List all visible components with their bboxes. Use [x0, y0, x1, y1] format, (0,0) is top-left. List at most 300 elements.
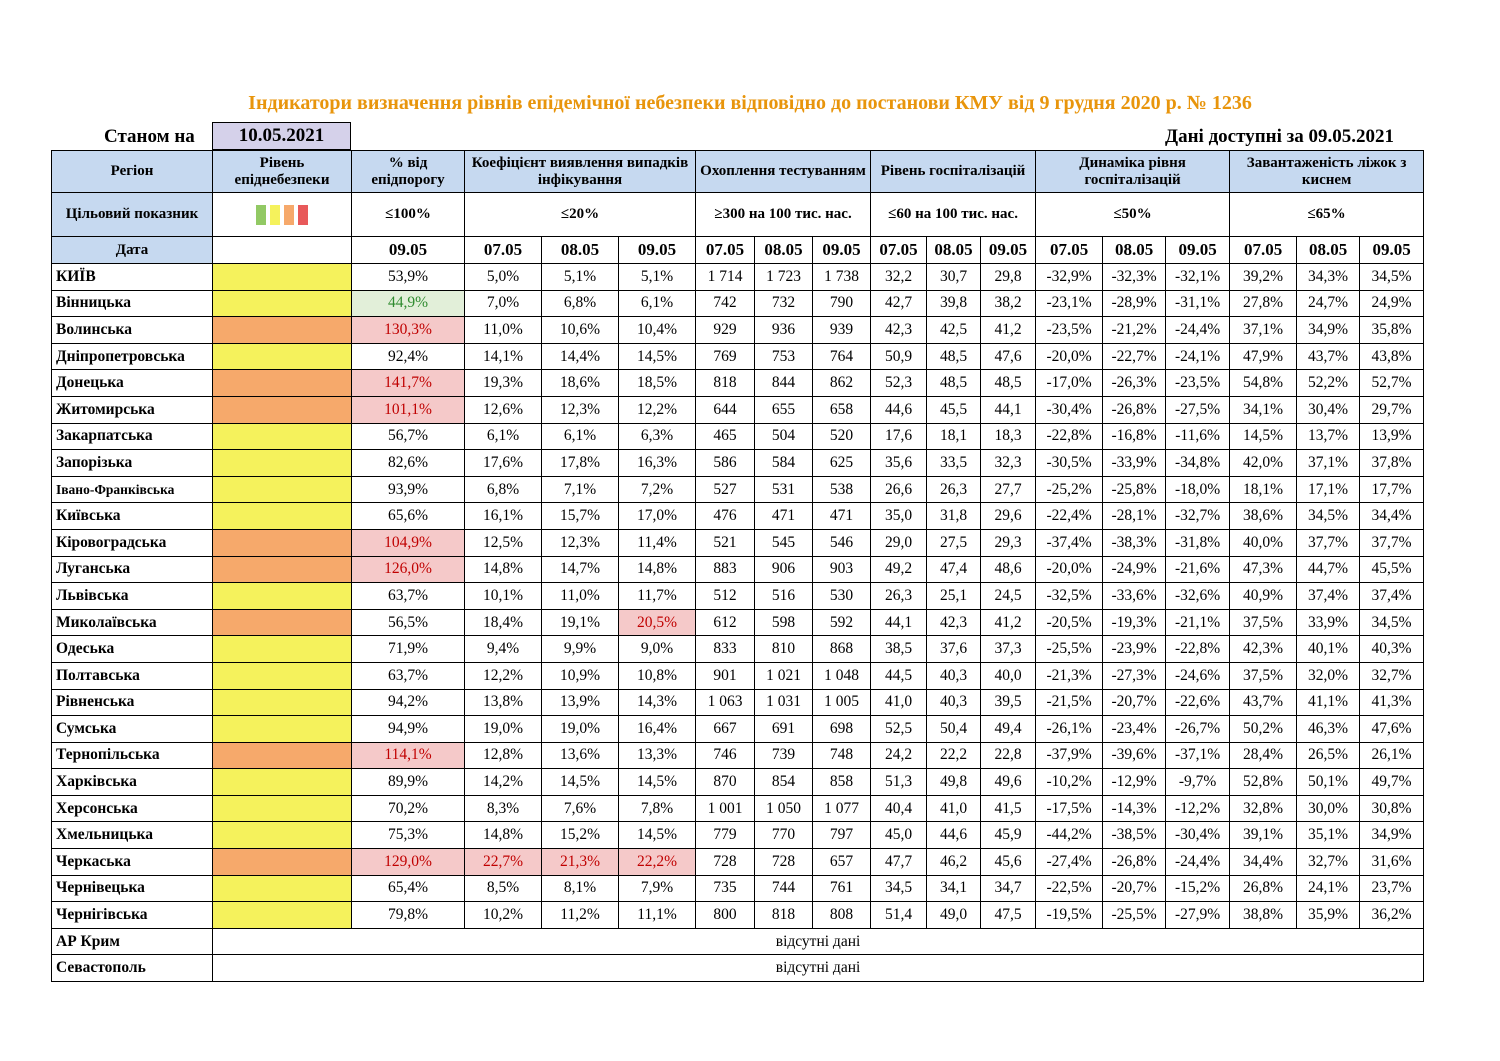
table-row [52, 556, 1424, 583]
beds-value: 32,7% [1360, 662, 1424, 689]
dynamics-value: -31,8% [1166, 529, 1230, 556]
hospital-value: 42,3 [927, 609, 981, 636]
hospital-value: 37,6 [927, 636, 981, 663]
beds-value: 28,4% [1230, 742, 1297, 769]
detection-value: 14,3% [619, 689, 696, 716]
epidemic-level-cell [213, 742, 352, 769]
hospital-value: 24,5 [981, 583, 1036, 610]
detection-value: 13,3% [619, 742, 696, 769]
date-detection-0: 07.05 [465, 237, 542, 264]
dynamics-value: -32,3% [1103, 264, 1166, 291]
beds-value: 39,1% [1230, 822, 1297, 849]
region-name: Київська [52, 503, 213, 530]
testing-value: 527 [696, 476, 755, 503]
detection-value: 12,5% [465, 529, 542, 556]
detection-value: 12,6% [465, 396, 542, 423]
target-label: Цільовий показник [52, 193, 213, 237]
testing-value: 531 [755, 476, 813, 503]
testing-value: 883 [696, 556, 755, 583]
epidemic-level-cell [213, 370, 352, 397]
header-threshold: % від епідпорогу [352, 151, 465, 193]
dynamics-value: -22,8% [1166, 636, 1230, 663]
dynamics-value: -44,2% [1036, 822, 1103, 849]
testing-value: 698 [813, 716, 871, 743]
threshold-value: 104,9% [352, 529, 465, 556]
hospital-value: 44,1 [871, 609, 927, 636]
dynamics-value: -38,3% [1103, 529, 1166, 556]
table-row [52, 636, 1424, 663]
dynamics-value: -20,0% [1036, 556, 1103, 583]
beds-value: 52,8% [1230, 769, 1297, 796]
detection-value: 12,3% [542, 396, 619, 423]
beds-value: 14,5% [1230, 423, 1297, 450]
detection-value: 7,1% [542, 476, 619, 503]
detection-value: 19,0% [542, 716, 619, 743]
hospital-value: 34,7 [981, 875, 1036, 902]
beds-value: 43,8% [1360, 343, 1424, 370]
beds-value: 34,3% [1297, 264, 1360, 291]
testing-value: 1 021 [755, 662, 813, 689]
detection-value: 9,9% [542, 636, 619, 663]
region-name: Івано-Франківська [52, 476, 213, 503]
hospital-value: 39,5 [981, 689, 1036, 716]
epidemic-level-cell [213, 317, 352, 344]
indicators-table [51, 150, 1424, 982]
beds-value: 34,5% [1360, 609, 1424, 636]
beds-value: 35,8% [1360, 317, 1424, 344]
hospital-value: 26,6 [871, 476, 927, 503]
target-beds: ≤65% [1230, 193, 1424, 237]
beds-value: 32,7% [1297, 849, 1360, 876]
threshold-value: 129,0% [352, 849, 465, 876]
testing-value: 598 [755, 609, 813, 636]
testing-value: 667 [696, 716, 755, 743]
beds-value: 45,5% [1360, 556, 1424, 583]
testing-value: 476 [696, 503, 755, 530]
table-row [52, 529, 1424, 556]
date-detection-1: 08.05 [542, 237, 619, 264]
detection-value: 14,4% [542, 343, 619, 370]
dynamics-value: -20,7% [1103, 875, 1166, 902]
threshold-value: 94,9% [352, 716, 465, 743]
detection-value: 14,7% [542, 556, 619, 583]
testing-value: 818 [755, 902, 813, 929]
hospital-value: 33,5 [927, 450, 981, 477]
beds-value: 50,1% [1297, 769, 1360, 796]
beds-value: 27,8% [1230, 290, 1297, 317]
dynamics-value: -25,5% [1103, 902, 1166, 929]
epidemic-level-cell [213, 795, 352, 822]
as-of-label: Станом на [104, 126, 195, 147]
hospital-value: 35,0 [871, 503, 927, 530]
epidemic-level-cell [213, 264, 352, 291]
detection-value: 19,3% [465, 370, 542, 397]
beds-value: 40,0% [1230, 529, 1297, 556]
hospital-value: 29,8 [981, 264, 1036, 291]
testing-value: 1 050 [755, 795, 813, 822]
hospital-value: 29,3 [981, 529, 1036, 556]
target-testing: ≥300 на 100 тис. нас. [696, 193, 871, 237]
date-beds-1: 08.05 [1297, 237, 1360, 264]
beds-value: 37,1% [1230, 317, 1297, 344]
detection-value: 12,2% [619, 396, 696, 423]
detection-value: 16,1% [465, 503, 542, 530]
detection-value: 13,6% [542, 742, 619, 769]
detection-value: 22,2% [619, 849, 696, 876]
table-row [52, 503, 1424, 530]
dynamics-value: -22,5% [1036, 875, 1103, 902]
detection-value: 12,2% [465, 662, 542, 689]
beds-value: 26,5% [1297, 742, 1360, 769]
hospital-value: 44,6 [927, 822, 981, 849]
detection-value: 9,4% [465, 636, 542, 663]
beds-value: 52,2% [1297, 370, 1360, 397]
dynamics-value: -22,7% [1103, 343, 1166, 370]
testing-value: 746 [696, 742, 755, 769]
dynamics-value: -15,2% [1166, 875, 1230, 902]
testing-value: 538 [813, 476, 871, 503]
region-name: Тернопільська [52, 742, 213, 769]
region-name: Луганська [52, 556, 213, 583]
detection-value: 20,5% [619, 609, 696, 636]
hospital-value: 47,5 [981, 902, 1036, 929]
detection-value: 6,1% [619, 290, 696, 317]
hospital-value: 24,2 [871, 742, 927, 769]
dynamics-value: -33,6% [1103, 583, 1166, 610]
testing-value: 764 [813, 343, 871, 370]
epidemic-level-cell [213, 849, 352, 876]
date-level-empty [213, 237, 352, 264]
detection-value: 15,2% [542, 822, 619, 849]
testing-value: 739 [755, 742, 813, 769]
testing-value: 657 [813, 849, 871, 876]
detection-value: 8,5% [465, 875, 542, 902]
table-row [52, 689, 1424, 716]
dynamics-value: -24,4% [1166, 849, 1230, 876]
detection-value: 17,0% [619, 503, 696, 530]
epidemic-level-cell [213, 503, 352, 530]
detection-value: 14,8% [465, 822, 542, 849]
dynamics-value: -19,5% [1036, 902, 1103, 929]
level-legend [213, 193, 352, 237]
hospital-value: 41,2 [981, 609, 1036, 636]
region-name: Рівненська [52, 689, 213, 716]
hospital-value: 22,2 [927, 742, 981, 769]
table-row [52, 742, 1424, 769]
detection-value: 8,3% [465, 795, 542, 822]
testing-value: 1 738 [813, 264, 871, 291]
detection-value: 10,8% [619, 662, 696, 689]
testing-value: 530 [813, 583, 871, 610]
page-title: Індикатори визначення рівнів епідемічної небезпеки відповідно до постанови КМУ від 9 грудня 2020 р. № 1236 [248, 92, 1252, 114]
table-row [52, 822, 1424, 849]
detection-value: 14,1% [465, 343, 542, 370]
threshold-value: 94,2% [352, 689, 465, 716]
dynamics-value: -26,3% [1103, 370, 1166, 397]
dynamics-value: -39,6% [1103, 742, 1166, 769]
legend-swatch [284, 205, 294, 225]
target-detection: ≤20% [465, 193, 696, 237]
hospital-value: 52,5 [871, 716, 927, 743]
region-name: Донецька [52, 370, 213, 397]
threshold-value: 93,9% [352, 476, 465, 503]
detection-value: 16,4% [619, 716, 696, 743]
region-name: Чернівецька [52, 875, 213, 902]
detection-value: 7,0% [465, 290, 542, 317]
beds-value: 24,9% [1360, 290, 1424, 317]
threshold-value: 56,7% [352, 423, 465, 450]
hospital-value: 49,2 [871, 556, 927, 583]
date-threshold: 09.05 [352, 237, 465, 264]
detection-value: 18,4% [465, 609, 542, 636]
dynamics-value: -22,6% [1166, 689, 1230, 716]
table-row [52, 583, 1424, 610]
detection-value: 17,6% [465, 450, 542, 477]
beds-value: 34,1% [1230, 396, 1297, 423]
date-hospital-0: 07.05 [871, 237, 927, 264]
detection-value: 9,0% [619, 636, 696, 663]
dynamics-value: -32,7% [1166, 503, 1230, 530]
detection-value: 13,9% [542, 689, 619, 716]
dynamics-value: -27,4% [1036, 849, 1103, 876]
dynamics-value: -21,5% [1036, 689, 1103, 716]
hospital-value: 45,5 [927, 396, 981, 423]
testing-value: 545 [755, 529, 813, 556]
hospital-value: 29,0 [871, 529, 927, 556]
legend-swatch [256, 205, 266, 225]
hospital-value: 30,7 [927, 264, 981, 291]
detection-value: 14,5% [619, 822, 696, 849]
threshold-value: 44,9% [352, 290, 465, 317]
dynamics-value: -24,6% [1166, 662, 1230, 689]
dynamics-value: -33,9% [1103, 450, 1166, 477]
threshold-value: 114,1% [352, 742, 465, 769]
region-name: АР Крим [52, 928, 213, 955]
beds-value: 38,6% [1230, 503, 1297, 530]
dynamics-value: -21,2% [1103, 317, 1166, 344]
epidemic-level-cell [213, 822, 352, 849]
epidemic-level-cell [213, 450, 352, 477]
detection-value: 5,1% [619, 264, 696, 291]
hospital-value: 41,5 [981, 795, 1036, 822]
detection-value: 21,3% [542, 849, 619, 876]
detection-value: 13,8% [465, 689, 542, 716]
region-name: Дніпропетровська [52, 343, 213, 370]
beds-value: 39,2% [1230, 264, 1297, 291]
header-beds: Завантаженість ліжок з киснем [1230, 151, 1424, 193]
dynamics-value: -24,1% [1166, 343, 1230, 370]
dynamics-value: -26,7% [1166, 716, 1230, 743]
beds-value: 35,1% [1297, 822, 1360, 849]
testing-value: 521 [696, 529, 755, 556]
hospital-value: 42,5 [927, 317, 981, 344]
beds-value: 40,9% [1230, 583, 1297, 610]
detection-value: 19,1% [542, 609, 619, 636]
testing-value: 1 001 [696, 795, 755, 822]
hospital-value: 49,4 [981, 716, 1036, 743]
testing-value: 1 048 [813, 662, 871, 689]
hospital-value: 45,0 [871, 822, 927, 849]
hospital-value: 47,4 [927, 556, 981, 583]
dynamics-value: -23,5% [1036, 317, 1103, 344]
detection-value: 14,8% [619, 556, 696, 583]
beds-value: 37,4% [1360, 583, 1424, 610]
beds-value: 34,9% [1360, 822, 1424, 849]
region-name: КИЇВ [52, 264, 213, 291]
testing-value: 753 [755, 343, 813, 370]
dynamics-value: -17,0% [1036, 370, 1103, 397]
date-dynamics-2: 09.05 [1166, 237, 1230, 264]
beds-value: 43,7% [1230, 689, 1297, 716]
testing-value: 644 [696, 396, 755, 423]
beds-value: 47,6% [1360, 716, 1424, 743]
date-label: Дата [52, 237, 213, 264]
hospital-value: 50,9 [871, 343, 927, 370]
header-testing: Охоплення тестуванням [696, 151, 871, 193]
header-level: Рівень епіднебезпеки [213, 151, 352, 193]
header-region: Регіон [52, 151, 213, 193]
region-name: Хмельницька [52, 822, 213, 849]
table-row [52, 264, 1424, 291]
hospital-value: 32,3 [981, 450, 1036, 477]
dynamics-value: -18,0% [1166, 476, 1230, 503]
dynamics-value: -37,9% [1036, 742, 1103, 769]
hospital-value: 25,1 [927, 583, 981, 610]
detection-value: 16,3% [619, 450, 696, 477]
testing-value: 833 [696, 636, 755, 663]
table-row [52, 875, 1424, 902]
testing-value: 800 [696, 902, 755, 929]
region-name: Кіровоградська [52, 529, 213, 556]
hospital-value: 48,5 [981, 370, 1036, 397]
hospital-value: 45,6 [981, 849, 1036, 876]
detection-value: 14,5% [619, 769, 696, 796]
beds-value: 30,4% [1297, 396, 1360, 423]
table-row [52, 450, 1424, 477]
table-body [52, 151, 1424, 982]
dynamics-value: -20,0% [1036, 343, 1103, 370]
header-row [52, 151, 1424, 193]
epidemic-level-cell [213, 662, 352, 689]
testing-value: 844 [755, 370, 813, 397]
testing-value: 939 [813, 317, 871, 344]
beds-value: 13,9% [1360, 423, 1424, 450]
epidemic-level-cell [213, 902, 352, 929]
epidemic-level-cell [213, 609, 352, 636]
hospital-value: 41,0 [927, 795, 981, 822]
region-name: Полтавська [52, 662, 213, 689]
threshold-value: 92,4% [352, 343, 465, 370]
hospital-value: 42,7 [871, 290, 927, 317]
testing-value: 1 063 [696, 689, 755, 716]
threshold-value: 126,0% [352, 556, 465, 583]
detection-value: 5,1% [542, 264, 619, 291]
testing-value: 471 [755, 503, 813, 530]
hospital-value: 41,2 [981, 317, 1036, 344]
dynamics-value: -20,5% [1036, 609, 1103, 636]
table-row [52, 609, 1424, 636]
beds-value: 18,1% [1230, 476, 1297, 503]
date-dynamics-1: 08.05 [1103, 237, 1166, 264]
beds-value: 34,9% [1297, 317, 1360, 344]
hospital-value: 48,5 [927, 343, 981, 370]
region-name: Одеська [52, 636, 213, 663]
detection-value: 7,6% [542, 795, 619, 822]
table-row [52, 317, 1424, 344]
epidemic-level-cell [213, 290, 352, 317]
testing-value: 858 [813, 769, 871, 796]
dynamics-value: -21,6% [1166, 556, 1230, 583]
beds-value: 26,1% [1360, 742, 1424, 769]
table-row [52, 370, 1424, 397]
detection-value: 11,4% [619, 529, 696, 556]
dynamics-value: -25,8% [1103, 476, 1166, 503]
hospital-value: 26,3 [927, 476, 981, 503]
date-hospital-2: 09.05 [981, 237, 1036, 264]
detection-value: 17,8% [542, 450, 619, 477]
beds-value: 34,4% [1360, 503, 1424, 530]
date-hospital-1: 08.05 [927, 237, 981, 264]
detection-value: 19,0% [465, 716, 542, 743]
beds-value: 42,3% [1230, 636, 1297, 663]
threshold-value: 63,7% [352, 662, 465, 689]
beds-value: 35,9% [1297, 902, 1360, 929]
testing-value: 810 [755, 636, 813, 663]
dynamics-value: -23,5% [1166, 370, 1230, 397]
hospital-value: 48,5 [927, 370, 981, 397]
beds-value: 43,7% [1297, 343, 1360, 370]
testing-value: 862 [813, 370, 871, 397]
testing-value: 728 [755, 849, 813, 876]
dynamics-value: -32,5% [1036, 583, 1103, 610]
hospital-value: 40,0 [981, 662, 1036, 689]
beds-value: 17,7% [1360, 476, 1424, 503]
detection-value: 11,7% [619, 583, 696, 610]
dynamics-value: -32,9% [1036, 264, 1103, 291]
testing-value: 797 [813, 822, 871, 849]
testing-value: 936 [755, 317, 813, 344]
hospital-value: 48,6 [981, 556, 1036, 583]
epidemic-level-cell [213, 583, 352, 610]
header-dynamics: Динаміка рівня госпіталізацій [1036, 151, 1230, 193]
dynamics-value: -30,4% [1166, 822, 1230, 849]
testing-value: 592 [813, 609, 871, 636]
dynamics-value: -23,9% [1103, 636, 1166, 663]
hospital-value: 41,0 [871, 689, 927, 716]
detection-value: 10,4% [619, 317, 696, 344]
table-row [52, 795, 1424, 822]
region-name: Вінницька [52, 290, 213, 317]
testing-value: 584 [755, 450, 813, 477]
beds-value: 23,7% [1360, 875, 1424, 902]
region-name: Запорізька [52, 450, 213, 477]
testing-value: 901 [696, 662, 755, 689]
dynamics-value: -23,4% [1103, 716, 1166, 743]
detection-value: 10,2% [465, 902, 542, 929]
hospital-value: 18,3 [981, 423, 1036, 450]
table-row [52, 769, 1424, 796]
testing-value: 612 [696, 609, 755, 636]
hospital-value: 51,4 [871, 902, 927, 929]
epidemic-level-cell [213, 423, 352, 450]
dynamics-value: -32,1% [1166, 264, 1230, 291]
dynamics-value: -26,8% [1103, 396, 1166, 423]
detection-value: 6,1% [542, 423, 619, 450]
testing-value: 808 [813, 902, 871, 929]
detection-value: 18,5% [619, 370, 696, 397]
dynamics-value: -12,9% [1103, 769, 1166, 796]
dynamics-value: -28,9% [1103, 290, 1166, 317]
